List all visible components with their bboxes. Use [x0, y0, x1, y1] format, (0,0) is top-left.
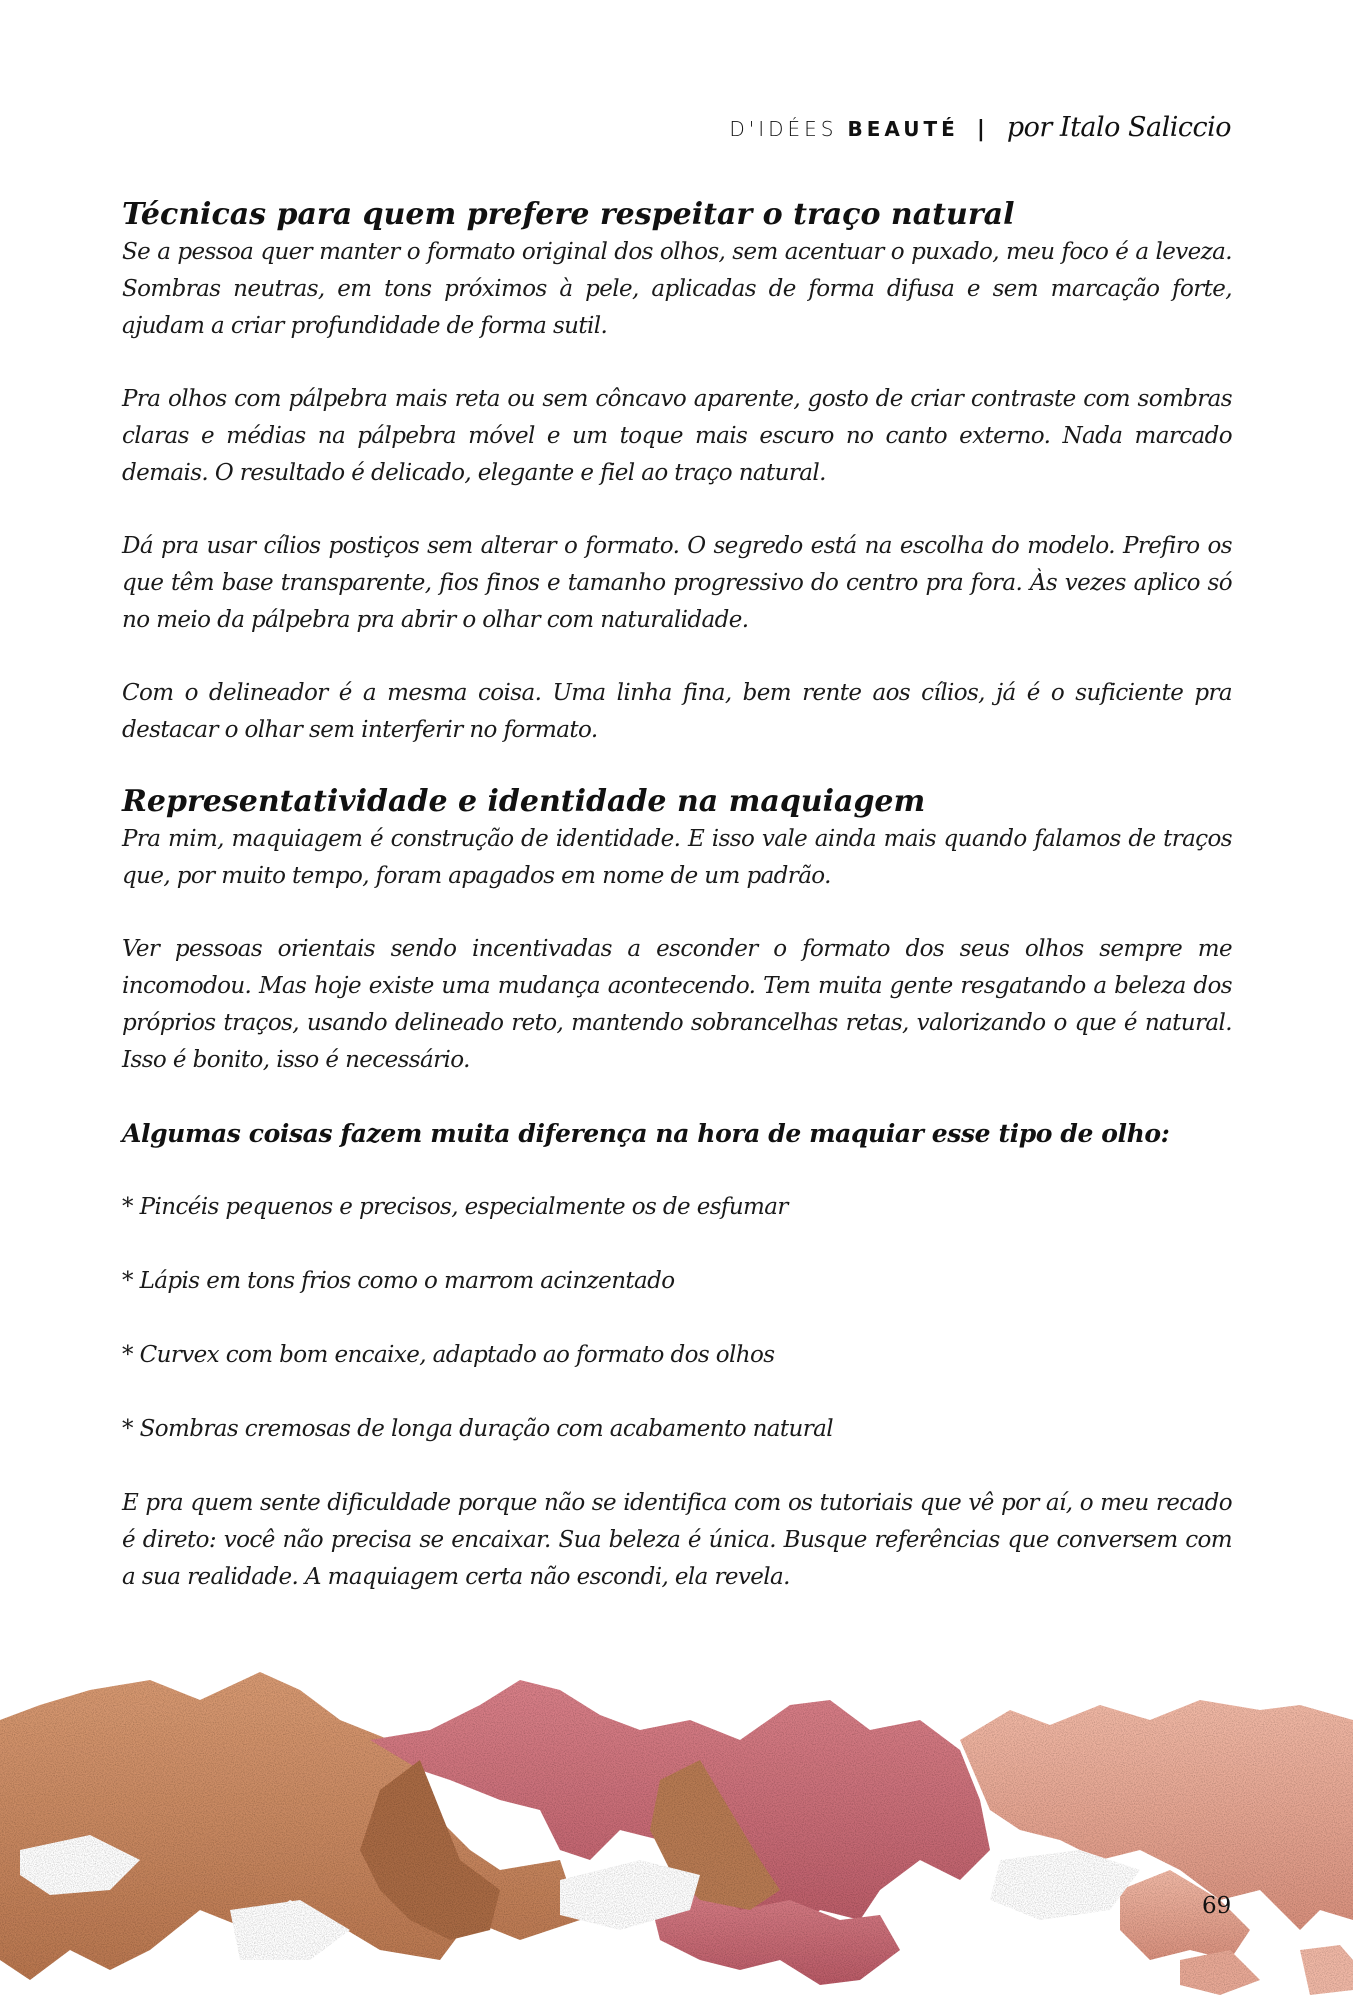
paragraph: Pra mim, maquiagem é construção de identidade. E isso vale ainda mais quando falamos de traços que, por muito tempo, foram apagados em nome de um padrão.: [122, 826, 1232, 889]
section-heading-representatividade: Representatividade e identidade na maquiagem: [122, 784, 926, 819]
header-separator: |: [976, 117, 985, 142]
makeup-powder-image: [0, 1660, 1353, 2000]
list-heading: Algumas coisas fazem muita diferença na hora de maquiar esse tipo de olho:: [122, 1119, 1170, 1148]
paragraph: Com o delineador é a mesma coisa. Uma linha fina, bem rente aos cílios, já é o suficiente pra destacar o olhar sem interferir no formato.: [122, 680, 1232, 743]
list-item: * Pincéis pequenos e precisos, especialmente os de esfumar: [122, 1194, 788, 1220]
page-header: [729, 112, 1231, 143]
powder-speck: [1300, 1945, 1353, 1995]
powder-white-patch: [990, 1850, 1140, 1920]
paragraph: Se a pessoa quer manter o formato original dos olhos, sem acentuar o puxado, meu foco é a leveza. Sombras neutras, em tons próximos à pele, aplicadas de forma difusa e sem marcação forte, ajudam a criar profundidade de forma sutil.: [122, 239, 1232, 339]
article-body: [122, 196, 1232, 1596]
list-item: * Sombras cremosas de longa duração com acabamento natural: [122, 1416, 834, 1442]
paragraph: Ver pessoas orientais sendo incentivadas a esconder o formato dos seus olhos sempre me incomodou. Mas hoje existe uma mudança acontecendo. Tem muita gente resgatando a beleza dos próprios traços, usando delineado reto, mantendo sobrancelhas retas, valorizando o que é natural. Isso é bonito, isso é necessário.: [122, 936, 1232, 1073]
page-number: 69: [1202, 1893, 1232, 1919]
brand-name-bold: BEAUTÉ: [847, 117, 959, 141]
paragraph: Pra olhos com pálpebra mais reta ou sem côncavo aparente, gosto de criar contraste com sombras claras e médias na pálpebra móvel e um toque mais escuro no canto externo. Nada marcado demais. O resultado é delicado, elegante e fiel ao traço natural.: [122, 386, 1232, 486]
list-item: * Lápis em tons frios como o marrom acinzentado: [122, 1268, 675, 1294]
paragraph: Dá pra usar cílios postiços sem alterar o formato. O segredo está na escolha do modelo. Prefiro os que têm base transparente, fios finos e tamanho progressivo do centro pra fora. Às vezes aplico só no meio da pálpebra pra abrir o olhar com naturalidade.: [122, 533, 1232, 633]
section-heading-tecnicas: Técnicas para quem prefere respeitar o traço natural: [122, 197, 1015, 232]
powder-speck: [1180, 1950, 1260, 1995]
author-byline: por Italo Saliccio: [1006, 112, 1231, 143]
list-item: * Curvex com bom encaixe, adaptado ao formato dos olhos: [122, 1342, 775, 1368]
closing-paragraph: E pra quem sente dificuldade porque não se identifica com os tutoriais que vê por aí, o meu recado é direto: você não precisa se encaixar. Sua beleza é única. Busque referências que conversem com a sua realidade. A maquiagem certa não escondi, ela revela.: [122, 1490, 1232, 1590]
brand-name-light: D'IDÉES: [729, 117, 838, 141]
